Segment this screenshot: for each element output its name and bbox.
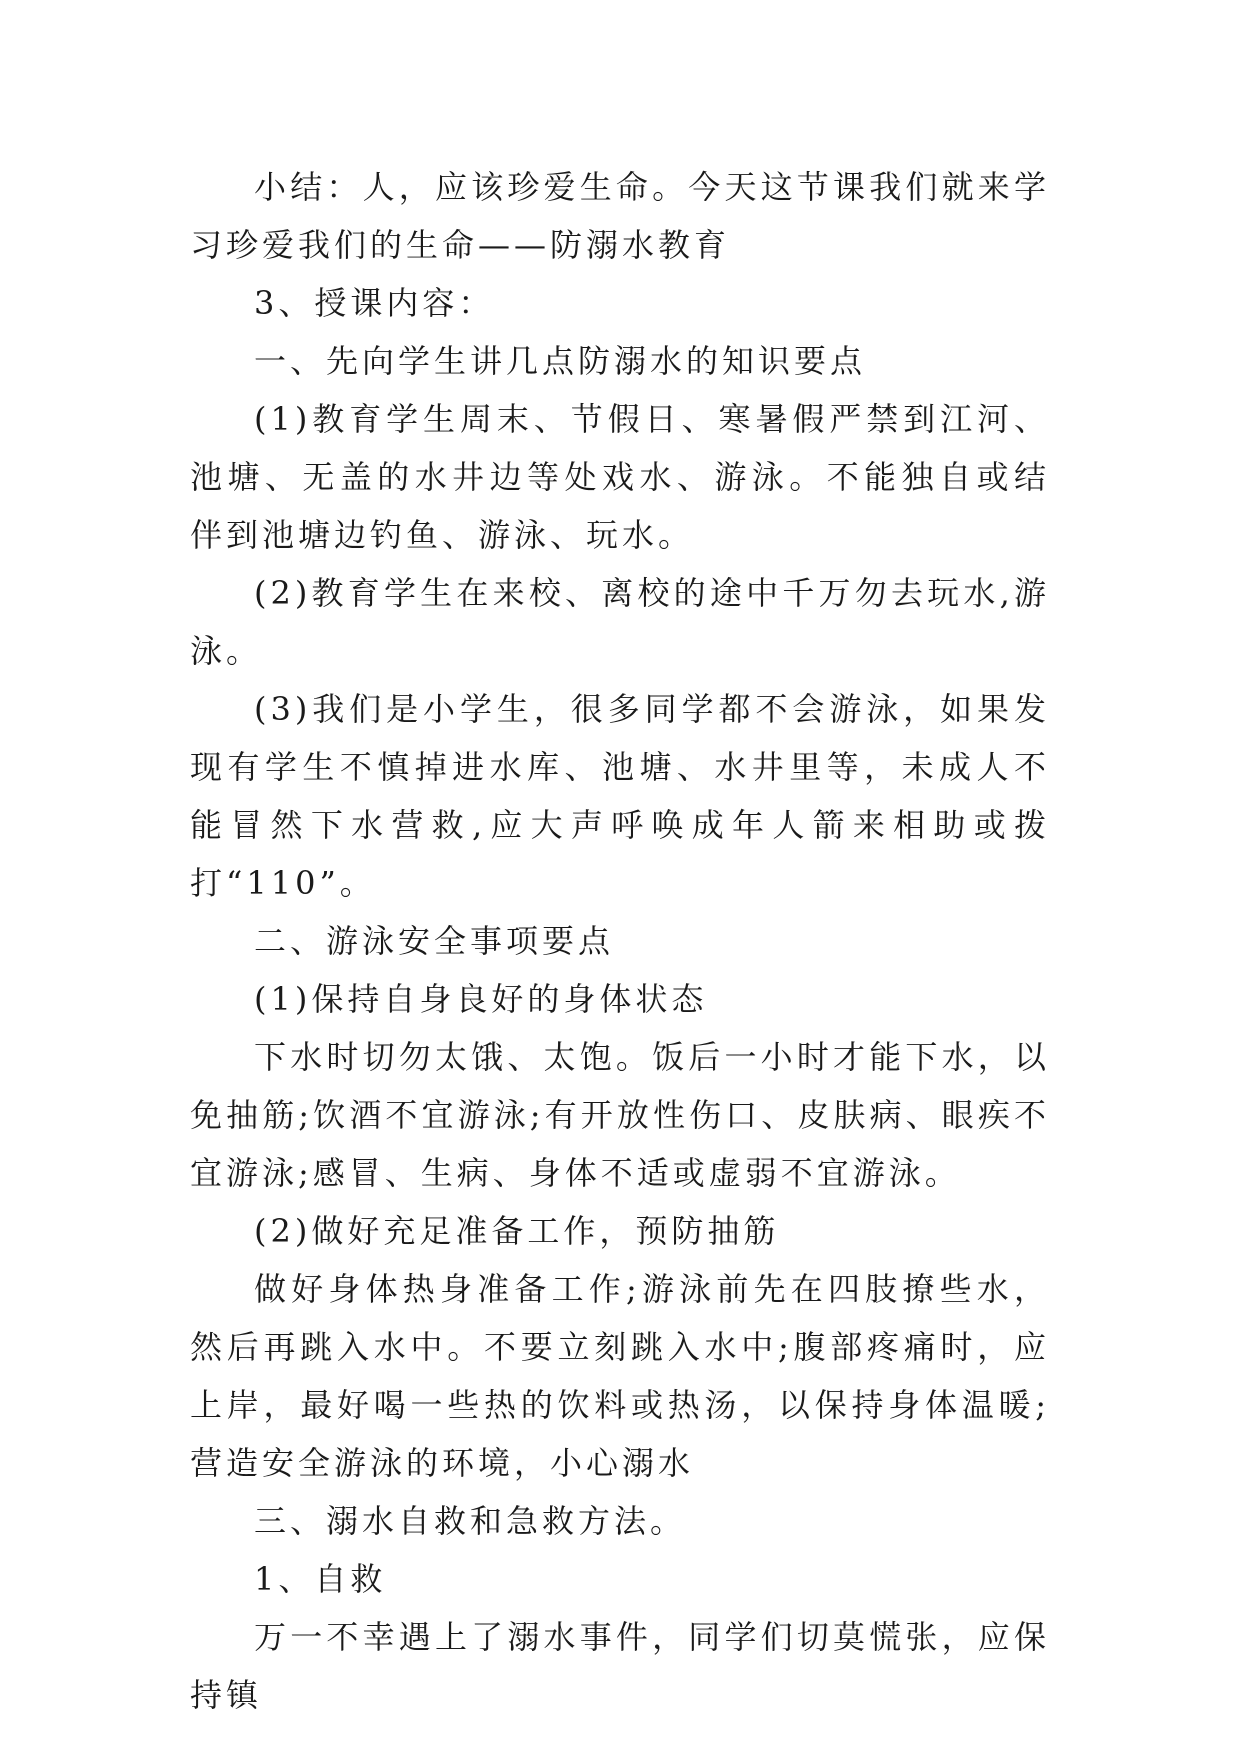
paragraph-body-state-details: 下水时切勿太饿、太饱。饭后一小时才能下水，以免抽筋;饮酒不宜游泳;有开放性伤口、皮肤病、眼疾不宜游泳;感冒、生病、身体不适或虚弱不宜游泳。 [190,1038,1050,1192]
paragraph-point-1: (1)教育学生周末、节假日、寒暑假严禁到江河、池塘、无盖的水井边等处戏水、游泳。不能独自或结伴到池塘边钓鱼、游泳、玩水。 [190,400,1050,554]
paragraph-self-rescue-details: 万一不幸遇上了溺水事件，同学们切莫慌张，应保持镇 [190,1618,1050,1714]
paragraph-self-rescue-heading: 1、自救 [254,1560,387,1598]
document-body [190,158,1050,1724]
paragraph-section-two-heading: 二、游泳安全事项要点 [254,922,615,960]
paragraph-section-three-heading: 三、溺水自救和急救方法。 [254,1502,687,1540]
paragraph-preparation-details: 做好身体热身准备工作;游泳前先在四肢撩些水，然后再跳入水中。不要立刻跳入水中;腹部疼痛时，应上岸，最好喝一些热的饮料或热汤，以保持身体温暖;营造安全游泳的环境，小心溺水 [190,1270,1050,1482]
paragraph-summary: 小结：人，应该珍爱生命。今天这节课我们就来学习珍爱我们的生命——防溺水教育 [190,168,1050,264]
paragraph-subheading-preparation: (2)做好充足准备工作，预防抽筋 [254,1212,780,1250]
paragraph-section-one-heading: 一、先向学生讲几点防溺水的知识要点 [254,342,867,380]
paragraph-subheading-body-state: (1)保持自身良好的身体状态 [254,980,708,1018]
paragraph-point-2: (2)教育学生在来校、离校的途中千万勿去玩水,游泳。 [190,574,1050,670]
paragraph-lesson-content-heading: 3、授课内容： [254,284,495,322]
paragraph-point-3: (3)我们是小学生，很多同学都不会游泳，如果发现有学生不慎掉进水库、池塘、水井里等，未成人不能冒然下水营救,应大声呼唤成年人箭来相助或拨打“110”。 [190,690,1050,902]
